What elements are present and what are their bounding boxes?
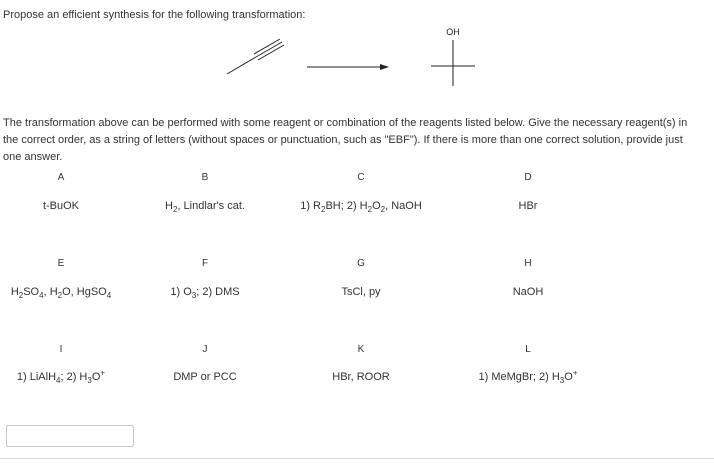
option-letter-f: F (201, 258, 209, 269)
option-reagent-c: 1) $R_2BH$; 2) $H_2O_2$, NaOH (300, 200, 422, 215)
option-reagent-e: $H_2SO_4$, $H_2O$, HgSO$_4$ (10, 286, 112, 301)
option-reagent-a: t-BuOK (42, 200, 80, 212)
option-letter-b: B (201, 172, 209, 183)
reaction-arrow (307, 64, 389, 70)
option-reagent-l: 1) MeMgBr; 2) $H_3O^+$ (478, 368, 578, 386)
hydroxyl-label: OH (446, 27, 460, 37)
option-letter-c: C (357, 172, 365, 183)
reaction-scheme (0, 0, 714, 110)
triple-bond-line (256, 42, 282, 57)
option-reagent-j: DMP or PCC (173, 371, 237, 383)
option-reagent-g: TsCl, py (341, 286, 381, 298)
option-reagent-i: 1) LiAlH$_4$; 2) $H_3O^+$ (16, 368, 106, 386)
option-letter-g: G (357, 258, 365, 269)
option-reagent-k: HBr, ROOR (332, 371, 390, 383)
option-reagent-d: HBr (518, 200, 538, 212)
option-reagent-b: $H_2$, Lindlar's cat. (165, 200, 245, 215)
tertiary-alcohol-product (431, 27, 475, 86)
answer-input[interactable] (6, 425, 134, 447)
option-letter-h: H (524, 258, 532, 269)
triple-bond-line (254, 39, 280, 54)
option-letter-j: J (202, 344, 208, 355)
option-reagent-f: 1) $O_3$; 2) DMS (170, 286, 240, 301)
alkyl-bond (227, 57, 256, 74)
option-letter-e: E (57, 258, 65, 269)
question-prompt: Propose an efficient synthesis for the following transformation: (3, 9, 306, 21)
instructions-text: The transformation above can be performed with some reagent or combination of the reagents listed below. Give the necessary reagent(s) in the correct order, as a string of letters (without spaces or punctuation, such as "EBF"). If there is more than one correct solution, provide just one answer. (3, 117, 688, 163)
triple-bond-line (258, 45, 284, 60)
option-letter-l: L (525, 344, 531, 355)
divider (0, 458, 714, 459)
option-letter-d: D (524, 172, 532, 183)
option-letter-a: A (57, 172, 65, 183)
option-reagent-h: NaOH (512, 286, 544, 298)
option-letter-i: I (59, 344, 63, 355)
arrow-head (380, 64, 389, 70)
option-letter-k: K (357, 344, 365, 355)
alkyne-reactant (227, 39, 284, 74)
